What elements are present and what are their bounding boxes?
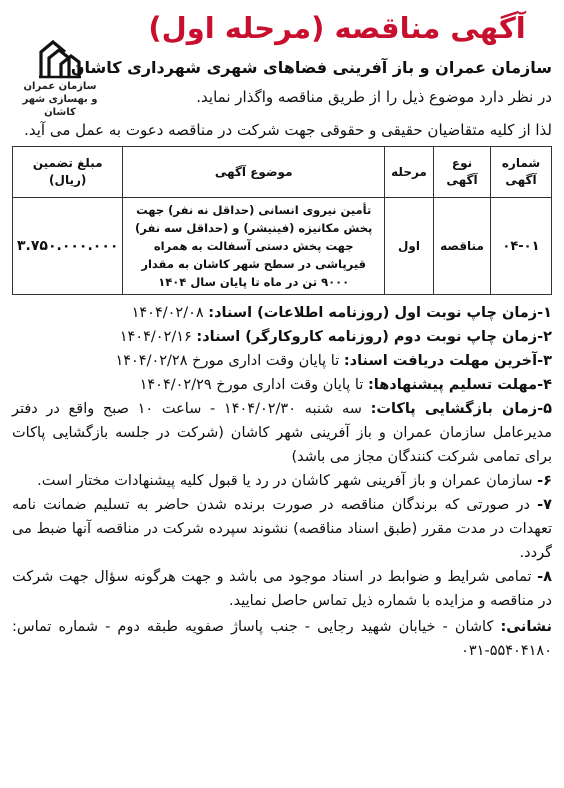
cell-number: ۰۴-۰۱ (491, 198, 552, 295)
cell-type: مناقصه (434, 198, 491, 295)
header-guarantee: مبلغ تضمین (ریال) (13, 147, 123, 198)
list-item: ۳-آخرین مهلت دریافت اسناد: تا پایان وقت اداری مورخ ۱۴۰۴/۰۲/۲۸ (115, 353, 552, 369)
logo-text-line-2: و بهسازی شهر کاشان (22, 94, 98, 118)
list-item: ۵-زمان بازگشایی پاکات: سه شنبه ۱۴۰۴/۰۲/۳۰ - ساعت ۱۰ صبح واقع در دفتر مدیرعامل سازمان عمران و باز آفرینی شهر کاشان (شرکت در جلسه بازگشایی پاکات برای تمامی شرکت کنندگان مجاز می باشد) (12, 401, 552, 465)
building-logo-icon (37, 36, 83, 80)
conditions-list (12, 301, 552, 663)
tender-table (12, 146, 552, 295)
header-number: شماره آگهی (491, 147, 552, 198)
intro-line-1: در نظر دارد موضوع ذیل را از طریق مناقصه واگذار نماید. (196, 88, 552, 106)
list-item: ۴-مهلت تسلیم پیشنهادها: تا پایان وقت اداری مورخ ۱۴۰۴/۰۲/۲۹ (139, 377, 552, 393)
cell-subject: تأمین نیروی انسانی (حداقل نه نفر) جهت پخش مکانیزه (فینیشر) و (حداقل سه نفر) جهت پخش دستی آسفالت به همراه قیرپاشی در سطح شهر کاشان به مقدار ۹۰۰۰ تن در ماه تا پایان سال ۱۴۰۴ (123, 198, 385, 295)
table-header-row (13, 147, 552, 198)
notice-title: آگهی مناقصه (مرحله اول) (148, 11, 526, 45)
list-item: ۸- تمامی شرایط و ضوابط در اسناد موجود می باشد و جهت هرگونه سؤال جهت شرکت در مناقصه و مزایده با شماره ذیل تماس حاصل نمایید. (12, 569, 552, 609)
cell-stage: اول (385, 198, 434, 295)
header-subject: موضوع آگهی (123, 147, 385, 198)
organization-logo (20, 36, 100, 116)
table-row (13, 198, 552, 295)
organization-name: سازمان عمران و باز آفرینی فضاهای شهری شهرداری کاشان (70, 58, 552, 77)
list-item: ۷- در صورتی که برندگان مناقصه در صورت برنده شدن حاضر به تسلیم ضمانت نامه تعهدات در مدت مقرر (طبق اسناد مناقصه) نشوند سپرده شرکت در مناقصه آنها ضبط می گردد. (12, 497, 552, 561)
list-item: ۲-زمان چاپ نوبت دوم (روزنامه کاروکارگر) اسناد: ۱۴۰۴/۰۲/۱۶ (119, 329, 552, 345)
header-stage: مرحله (385, 147, 434, 198)
intro-line-2: لذا از کلیه متقاضیان حقیقی و حقوقی جهت شرکت در مناقصه دعوت به عمل می آید. (24, 121, 552, 139)
list-item: ۱-زمان چاپ نوبت اول (روزنامه اطلاعات) اسناد: ۱۴۰۴/۰۲/۰۸ (131, 305, 552, 321)
address: نشانی: کاشان - خیابان شهید رجایی - جنب پاساژ صفویه طبقه دوم - شماره تماس: ۵۵۴۰۴۱۸۰-۰۳۱ (12, 619, 552, 659)
header (12, 6, 552, 118)
cell-guarantee: ۳.۷۵۰.۰۰۰.۰۰۰ (13, 198, 123, 295)
header-type: نوع آگهی (434, 147, 491, 198)
logo-text-line-1: سازمان عمران (23, 81, 97, 92)
list-item: ۶- سازمان عمران و باز آفرینی شهر کاشان در رد یا قبول کلیه پیشنهادات مختار است. (37, 473, 552, 489)
